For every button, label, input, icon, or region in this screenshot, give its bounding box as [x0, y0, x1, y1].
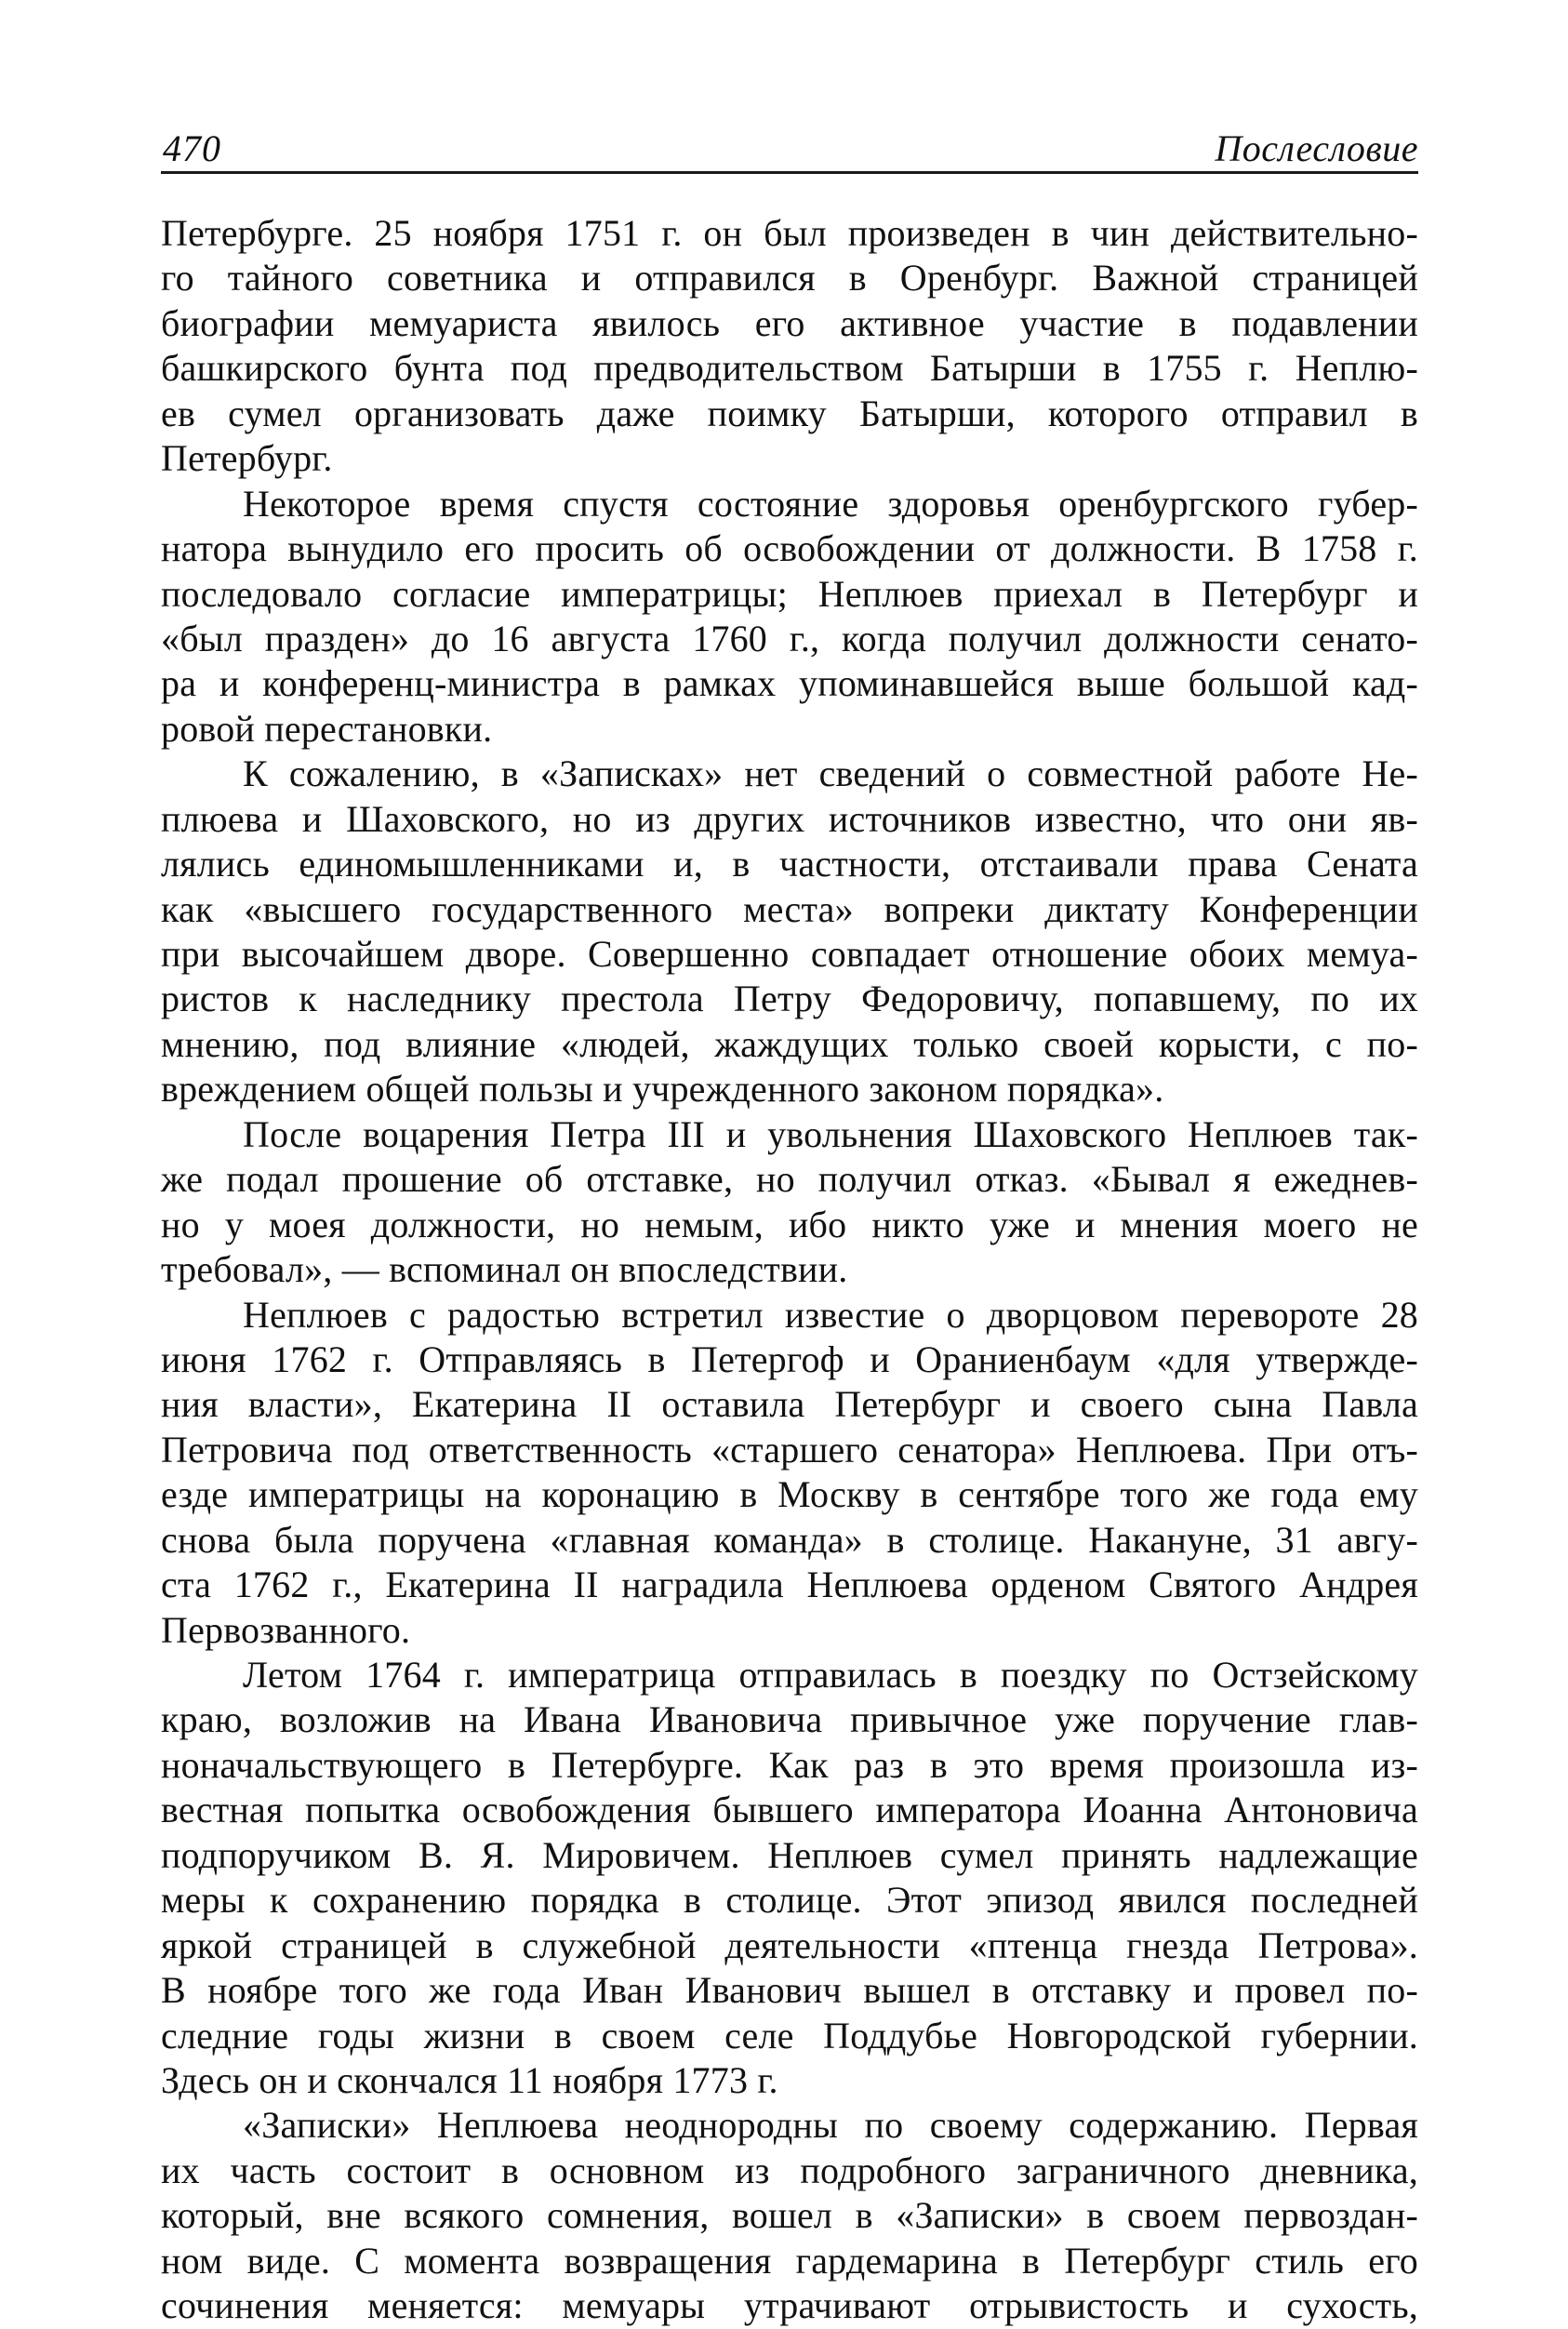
text-line: ном виде. С момента возвращения гардемарина в Петербург стиль его: [161, 2239, 1418, 2282]
text-line: как «высшего государственного места» вопреки диктату Конференции: [161, 887, 1418, 930]
text-line: сочинения меняется: мемуары утрачивают отрывистость и сухость,: [161, 2284, 1418, 2327]
text-line: ста 1762 г., Екатерина II наградила Неплюева орденом Святого Андрея: [161, 1564, 1418, 1606]
text-line: К сожалению, в «Записках» нет сведений о совместной работе Не-: [243, 752, 1418, 795]
paragraph: [161, 1293, 1418, 1654]
text-line: «Записки» Неплюева неоднородны по своему содержанию. Первая: [243, 2104, 1418, 2147]
text-line: биографии мемуариста явилось его активное участие в подавлении: [161, 301, 1418, 344]
text-line: «был празден» до 16 августа 1760 г., когда получил должности сенато-: [161, 617, 1418, 659]
text-line: Неплюев с радостью встретил известие о дворцовом перевороте 28: [243, 1293, 1418, 1336]
text-line: натора вынудило его просить об освобождении от должности. В 1758 г.: [161, 527, 1418, 570]
text-line: В ноябре того же года Иван Иванович вышел в отставку и провел по-: [161, 1969, 1418, 2012]
section-title: Послесловие: [1215, 127, 1418, 169]
text-line: вреждением общей пользы и учрежденного законом порядка».: [161, 1068, 1164, 1111]
text-line: подпоручиком В. Я. Мировичем. Неплюев сумел принять надлежащие: [161, 1833, 1418, 1876]
text-line: Летом 1764 г. императрица отправилась в поездку по Остзейскому: [243, 1654, 1418, 1696]
text-line: при высочайшем дворе. Совершенно совпадает отношение обоих мемуа-: [161, 933, 1418, 975]
text-line: последовало согласие императрицы; Неплюев приехал в Петербург и: [161, 572, 1418, 615]
text-line: После воцарения Петра III и увольнения Шаховского Неплюев так-: [243, 1112, 1418, 1155]
text-line: мнению, под влияние «людей, жаждущих только своей корысти, с по-: [161, 1022, 1418, 1065]
text-line: ристов к наследнику престола Петру Федоровичу, попавшему, по их: [161, 978, 1418, 1020]
text-line: меры к сохранению порядка в столице. Этот эпизод явился последней: [161, 1879, 1418, 1922]
text-line: краю, возложив на Ивана Ивановича привычное уже поручение глав-: [161, 1698, 1418, 1741]
text-line: же подал прошение об отставке, но получил отказ. «Бывал я ежеднев-: [161, 1158, 1418, 1201]
text-line: яркой страницей в служебной деятельности «птенца гнезда Петрова».: [161, 1923, 1418, 1966]
text-line: ноначальствующего в Петербурге. Как раз в это время произошла из-: [161, 1743, 1418, 1786]
text-line: ния власти», Екатерина II оставила Петербург и своего сына Павла: [161, 1383, 1418, 1426]
paragraph: [161, 1653, 1418, 2103]
running-head: [161, 126, 1418, 171]
text-line: который, вне всякого сомнения, вошел в «Записки» в своем первоздан-: [161, 2194, 1418, 2237]
text-line: снова была поручена «главная команда» в столице. Накануне, 31 авгу-: [161, 1518, 1418, 1561]
paragraph: [161, 2103, 1418, 2328]
text-line: лялись единомышленниками и, в частности, отстаивали права Сената: [161, 843, 1418, 885]
text-line: ровой перестановки.: [161, 707, 493, 750]
text-line: плюева и Шаховского, но из других источников известно, что они яв-: [161, 797, 1418, 840]
text-line: башкирского бунта под предводительством Батырши в 1755 г. Неплю-: [161, 347, 1418, 390]
text-line: го тайного советника и отправился в Оренбург. Важной страницей: [161, 257, 1418, 299]
paragraph: [161, 482, 1418, 752]
text-line: но у моея должности, но немым, ибо никто уже и мнения моего не: [161, 1203, 1418, 1245]
text-line: июня 1762 г. Отправляясь в Петергоф и Ораниенбаум «для утвержде-: [161, 1338, 1418, 1380]
text-line: ра и конференц-министра в рамках упоминавшейся выше большой кад-: [161, 662, 1418, 705]
page-number: 470: [163, 127, 221, 169]
text-line: Здесь он и скончался 11 ноября 1773 г.: [161, 2058, 778, 2101]
text-line: Некоторое время спустя состояние здоровья оренбургского губер-: [243, 482, 1418, 525]
paragraph: [161, 1112, 1418, 1293]
text-line: Петербурге. 25 ноября 1751 г. он был произведен в чин действительно-: [161, 212, 1418, 254]
header-rule: [161, 171, 1418, 174]
text-line: их часть состоит в основном из подробного заграничного дневника,: [161, 2149, 1418, 2191]
paragraph: [161, 211, 1418, 482]
text-line: вестная попытка освобождения бывшего императора Иоанна Антоновича: [161, 1789, 1418, 1831]
text-line: следние годы жизни в своем селе Поддубье Новгородской губернии.: [161, 2014, 1418, 2056]
paragraph: [161, 752, 1418, 1112]
text-line: Петербург.: [161, 437, 333, 480]
text-line: ев сумел организовать даже поимку Батырши, которого отправил в: [161, 392, 1418, 434]
text-line: езде императрицы на коронацию в Москву в сентябре того же года ему: [161, 1473, 1418, 1516]
text-line: требовал», — вспоминал он впоследствии.: [161, 1248, 848, 1291]
body-text: [161, 211, 1418, 2329]
text-line: Петровича под ответственность «старшего сенатора» Неплюева. При отъ-: [161, 1428, 1418, 1471]
text-line: Первозванного.: [161, 1608, 411, 1651]
